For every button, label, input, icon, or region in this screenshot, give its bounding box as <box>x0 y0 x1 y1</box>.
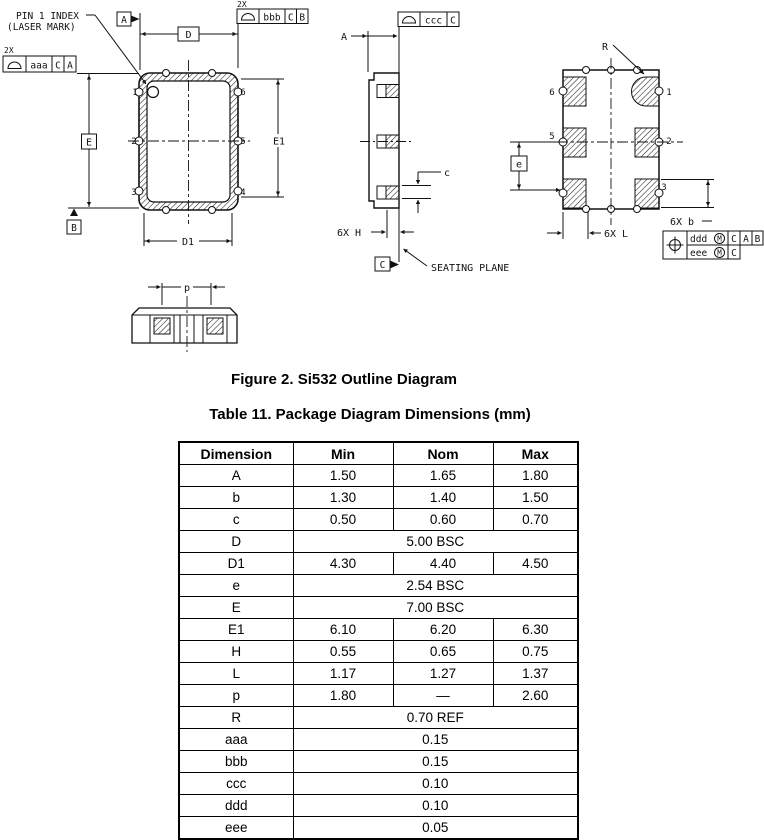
fcf-eee-tol: eee <box>690 248 708 259</box>
min-cell: 1.17 <box>293 663 393 685</box>
fcf-bbb <box>237 0 308 24</box>
dim-H <box>337 210 414 239</box>
min-cell: 0.55 <box>293 641 393 663</box>
dim-cell: e <box>179 575 293 597</box>
pin-label: 1 <box>666 88 672 98</box>
col-header-min: Min <box>293 442 393 465</box>
max-cell: 4.50 <box>493 553 578 575</box>
pin-label: 2 <box>666 137 672 147</box>
table-row <box>179 553 578 575</box>
bottom-view <box>537 58 683 225</box>
fcf-ccc <box>398 12 459 27</box>
datum-A-flag <box>117 12 140 26</box>
pin-label: 4 <box>240 188 246 198</box>
dim-E1-label: E1 <box>272 136 286 148</box>
datum-C-flag <box>375 257 399 271</box>
mmc-m: M <box>717 234 722 244</box>
max-cell: 1.37 <box>493 663 578 685</box>
table-row <box>179 663 578 685</box>
dim-cell: D <box>179 531 293 553</box>
span-cell: 7.00 BSC <box>293 597 578 619</box>
dim-p <box>148 281 225 305</box>
nom-cell: 4.40 <box>393 553 493 575</box>
dim-cell: p <box>179 685 293 707</box>
fcf-aaa <box>3 46 76 72</box>
datum-C-label: C <box>379 260 386 271</box>
fcf-bbb-tol: bbb <box>263 12 281 24</box>
laser-mark-text: (LASER MARK) <box>7 22 76 33</box>
table-row <box>179 487 578 509</box>
dim-E-label: E <box>85 137 93 149</box>
dim-E1 <box>241 79 288 197</box>
col-header-dimension: Dimension <box>179 442 293 465</box>
top-view <box>128 60 250 224</box>
qty-2x: 2X <box>237 0 247 9</box>
dim-cell: b <box>179 487 293 509</box>
pin-label: 5 <box>549 132 555 142</box>
max-cell: 6.30 <box>493 619 578 641</box>
pin-label: 6 <box>549 88 555 98</box>
max-cell: 0.70 <box>493 509 578 531</box>
dim-cell: A <box>179 465 293 487</box>
dim-e-label: e <box>515 159 523 171</box>
span-cell: 0.15 <box>293 751 578 773</box>
dim-cell: c <box>179 509 293 531</box>
dim-e <box>510 142 560 190</box>
table-row <box>179 465 578 487</box>
table-header-row <box>179 442 578 465</box>
pin-label: 2 <box>131 137 137 147</box>
dim-cell: bbb <box>179 751 293 773</box>
datum-A-label: A <box>121 15 127 26</box>
max-cell: 1.80 <box>493 465 578 487</box>
fcf-ddd-datum2: A <box>743 234 749 245</box>
span-cell: 0.10 <box>293 773 578 795</box>
dim-cell: aaa <box>179 729 293 751</box>
dim-cell: eee <box>179 817 293 840</box>
fcf-aaa-datum1: C <box>55 60 61 72</box>
nom-cell: 1.40 <box>393 487 493 509</box>
min-cell: 1.80 <box>293 685 393 707</box>
dim-cell: ccc <box>179 773 293 795</box>
datum-B-label: B <box>71 223 77 234</box>
mmc-m: M <box>717 248 722 258</box>
fcf-bbb-datum1: C <box>287 12 294 24</box>
fcf-position <box>663 231 763 259</box>
table-row <box>179 641 578 663</box>
col-header-nom: Nom <box>393 442 493 465</box>
nom-cell: 0.60 <box>393 509 493 531</box>
dim-D-label: D <box>185 30 192 41</box>
dim-cell: L <box>179 663 293 685</box>
dim-D1 <box>144 213 232 248</box>
max-cell: 0.75 <box>493 641 578 663</box>
table-row <box>179 707 578 729</box>
dim-cell: H <box>179 641 293 663</box>
fcf-ccc-datum1: C <box>450 15 456 27</box>
max-cell: 2.60 <box>493 685 578 707</box>
table-row <box>179 729 578 751</box>
fcf-bbb-datum2: B <box>299 12 306 24</box>
qty-2x: 2X <box>4 46 14 55</box>
min-cell: 1.50 <box>293 465 393 487</box>
pin-label: 1 <box>132 88 138 98</box>
pin-label: 5 <box>240 137 246 147</box>
max-cell: 1.50 <box>493 487 578 509</box>
dim-cell: E1 <box>179 619 293 641</box>
nom-cell: 1.65 <box>393 465 493 487</box>
min-cell: 0.50 <box>293 509 393 531</box>
table-row <box>179 817 578 840</box>
dim-D1-label: D1 <box>181 237 195 248</box>
table-row <box>179 795 578 817</box>
pin-label: 3 <box>661 183 667 193</box>
dim-L-label: 6X L <box>604 229 629 240</box>
pin1-mark <box>148 87 159 98</box>
min-cell: 1.30 <box>293 487 393 509</box>
dim-A <box>341 31 397 72</box>
dim-cell: E <box>179 597 293 619</box>
datum-B-flag <box>67 209 81 235</box>
min-cell: 4.30 <box>293 553 393 575</box>
fcf-ccc-tol: ccc <box>424 15 443 27</box>
span-cell: 0.05 <box>293 817 578 840</box>
pin-label: 3 <box>131 188 137 198</box>
table-row <box>179 575 578 597</box>
table-row <box>179 773 578 795</box>
span-cell: 0.15 <box>293 729 578 751</box>
span-cell: 0.70 REF <box>293 707 578 729</box>
seating-plane-callout <box>404 249 510 274</box>
pin-label: 6 <box>240 88 246 98</box>
span-cell: 5.00 BSC <box>293 531 578 553</box>
dim-D <box>140 13 238 70</box>
dim-H-label: 6X H <box>337 228 362 239</box>
outline-diagram <box>0 0 764 366</box>
dim-c <box>402 168 450 213</box>
table-row <box>179 597 578 619</box>
dim-b <box>661 180 714 229</box>
dim-b-label: 6X b <box>670 217 695 228</box>
fcf-ddd-datum1: C <box>731 234 737 245</box>
pin1-index-text: PIN 1 INDEX <box>16 11 79 22</box>
small-side-view <box>132 296 237 352</box>
fcf-ddd-datum3: B <box>754 234 761 245</box>
fcf-aaa-datum2: A <box>67 60 73 72</box>
fcf-ddd-tol: ddd <box>690 234 708 245</box>
table-row <box>179 751 578 773</box>
nom-cell: — <box>393 685 493 707</box>
dimensions-table <box>178 441 579 840</box>
dim-L <box>547 212 628 240</box>
nom-cell: 1.27 <box>393 663 493 685</box>
dim-c-label: c <box>443 168 451 179</box>
fcf-aaa-tol: aaa <box>30 60 48 72</box>
figure-caption: Figure 2. Si532 Outline Diagram <box>231 371 457 388</box>
span-cell: 2.54 BSC <box>293 575 578 597</box>
table-row <box>179 509 578 531</box>
dim-cell: D1 <box>179 553 293 575</box>
nom-cell: 0.65 <box>393 641 493 663</box>
col-header-max: Max <box>493 442 578 465</box>
table-caption: Table 11. Package Diagram Dimensions (mm) <box>209 406 531 423</box>
dim-R-label: R <box>602 42 609 53</box>
table-row <box>179 619 578 641</box>
dim-cell: ddd <box>179 795 293 817</box>
dim-cell: R <box>179 707 293 729</box>
dim-A-label: A <box>340 32 348 43</box>
nom-cell: 6.20 <box>393 619 493 641</box>
min-cell: 6.10 <box>293 619 393 641</box>
table-row <box>179 685 578 707</box>
seating-plane-label: SEATING PLANE <box>431 263 510 274</box>
fcf-eee-datum1: C <box>731 248 737 259</box>
dim-p-label: p <box>183 283 191 294</box>
span-cell: 0.10 <box>293 795 578 817</box>
table-row <box>179 531 578 553</box>
